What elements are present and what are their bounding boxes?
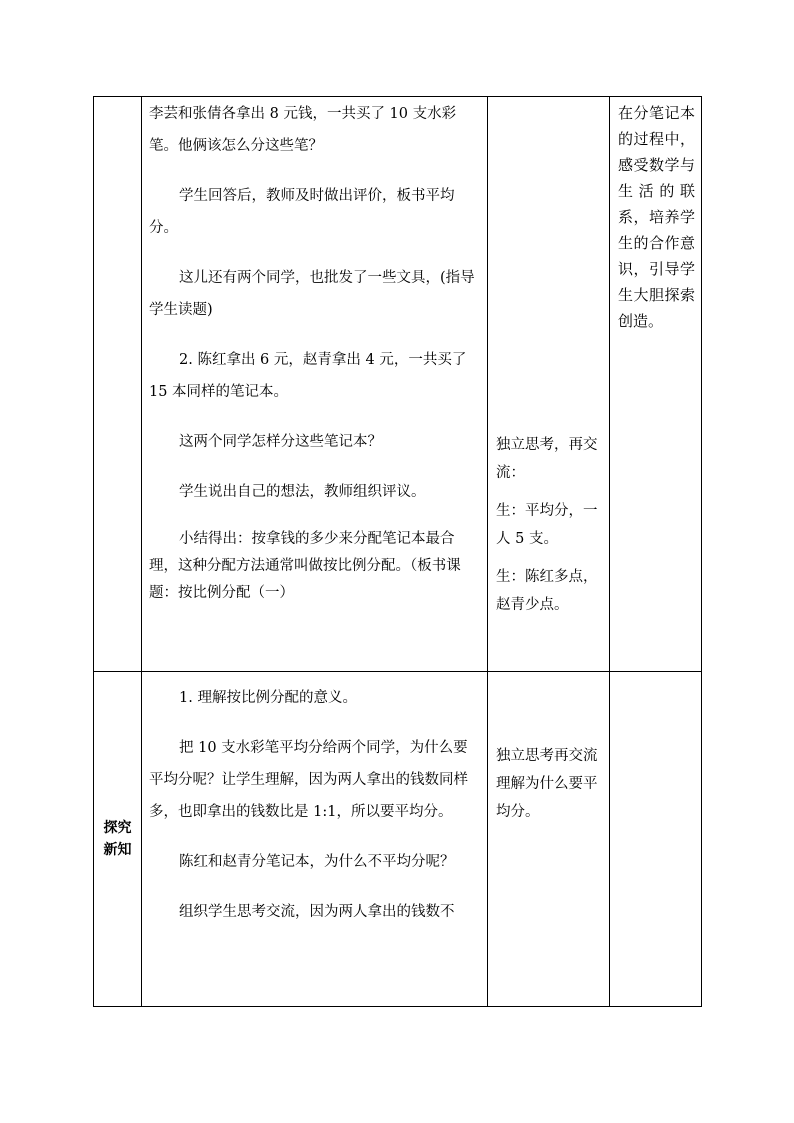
teacher-paragraph: 陈红和赵青分笔记本，为什么不平均分呢？ <box>179 854 455 870</box>
stage-label-cell <box>94 97 142 672</box>
student-paragraph: 独立思考再交流理解为什么要平均分。 <box>496 748 598 820</box>
teacher-paragraph: 学生说出自己的想法，教师组织评议。 <box>179 484 426 500</box>
table-row <box>94 97 702 672</box>
teacher-paragraph: 这两个同学怎样分这些笔记本？ <box>179 434 382 450</box>
student-paragraph: 生：陈红多点，赵青少点。 <box>496 569 598 613</box>
teacher-activity-cell <box>142 672 488 1007</box>
student-activity-cell <box>488 97 610 672</box>
stage-label: 探究新知 <box>103 820 132 858</box>
teacher-paragraph: 1. 理解按比例分配的意义。 <box>179 690 357 706</box>
teacher-paragraph: 2. 陈红拿出 6 元，赵青拿出 4 元，一共买了 15 本同样的笔记本。 <box>149 352 467 400</box>
teacher-activity-cell <box>142 97 488 672</box>
design-intent-text <box>610 672 701 675</box>
teacher-paragraph: 学生回答后，教师及时做出评价，板书平均分。 <box>149 188 455 236</box>
stage-label-cell <box>94 672 142 1007</box>
lesson-plan-table <box>93 96 702 1007</box>
student-paragraph: 生：平均分，一人 5 支。 <box>496 503 598 547</box>
design-intent-text: 在分笔记本的过程中，感受数学与生活的联系，培养学生的合作意识，引导学生大胆探索创造。 <box>618 104 695 330</box>
teacher-paragraph: 李芸和张倩各拿出 8 元钱，一共买了 10 支水彩笔。他俩该怎么分这些笔？ <box>149 106 457 154</box>
student-activity-cell <box>488 672 610 1007</box>
teacher-paragraph: 这儿还有两个同学，也批发了一些文具，(指导学生读题) <box>149 270 475 318</box>
design-intent-cell <box>610 97 702 672</box>
teacher-paragraph: 把 10 支水彩笔平均分给两个同学，为什么要平均分呢？让学生理解，因为两人拿出的钱数同样多，也即拿出的钱数比是 1:1，所以要平均分。 <box>149 740 468 820</box>
student-paragraph: 独立思考，再交流： <box>496 437 598 481</box>
design-intent-cell <box>610 672 702 1007</box>
teacher-paragraph: 小结得出：按拿钱的多少来分配笔记本最合理，这种分配方法通常叫做按比例分配。（板书课题：按比例分配（一） <box>149 531 461 601</box>
teacher-paragraph: 组织学生思考交流，因为两人拿出的钱数不 <box>179 904 455 920</box>
table-row <box>94 672 702 1007</box>
